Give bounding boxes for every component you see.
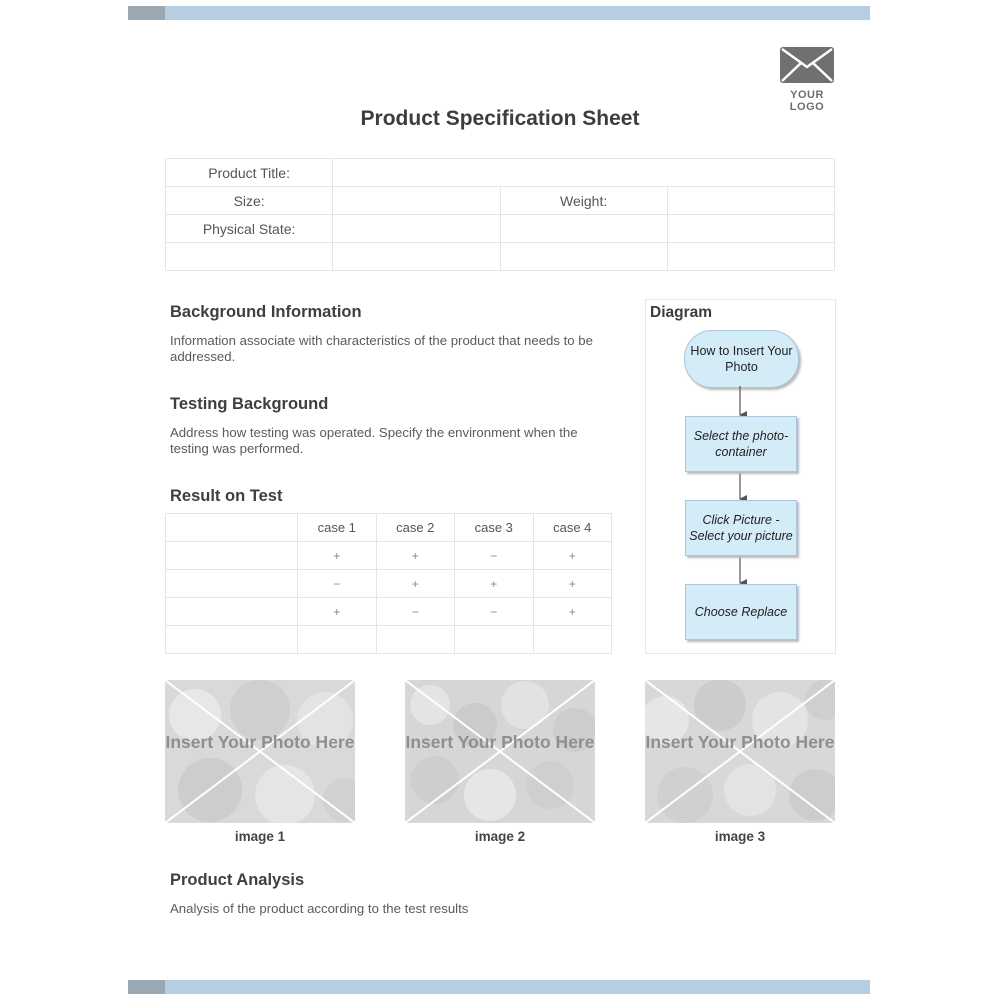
photo-placeholder-text: Insert Your Photo Here xyxy=(405,732,595,752)
page-title: Product Specification Sheet xyxy=(360,107,640,130)
photo-placeholder-1[interactable] xyxy=(165,680,355,823)
table-row xyxy=(166,598,612,626)
results-cell[interactable]: + xyxy=(533,570,612,598)
results-cell[interactable] xyxy=(166,598,298,626)
table-row xyxy=(166,626,612,654)
size-label: Size: xyxy=(166,187,333,215)
footer-bar xyxy=(128,980,870,994)
diagram-title: Diagram xyxy=(650,304,713,321)
size-value[interactable] xyxy=(333,187,500,215)
results-cell[interactable] xyxy=(298,626,377,654)
testing-text: Address how testing was operated. Specify the environment when the testing was performed. xyxy=(170,425,578,456)
photo-placeholder-2[interactable] xyxy=(405,680,595,823)
logo xyxy=(772,46,842,113)
spec-row xyxy=(166,243,835,271)
results-cell[interactable]: + xyxy=(455,570,534,598)
results-cell[interactable] xyxy=(455,626,534,654)
results-cell[interactable] xyxy=(166,570,298,598)
background-text: Information associate with characteristics of the product that needs to be addressed. xyxy=(170,333,593,364)
analysis-heading: Product Analysis xyxy=(170,871,305,889)
results-cell[interactable]: + xyxy=(298,598,377,626)
photo-placeholder-text: Insert Your Photo Here xyxy=(165,732,355,752)
results-cell[interactable] xyxy=(376,626,455,654)
spec-row xyxy=(166,159,835,187)
spec-table xyxy=(165,158,835,271)
photo-caption: image 2 xyxy=(474,829,526,844)
weight-value[interactable] xyxy=(667,187,834,215)
spec-cell[interactable] xyxy=(667,215,834,243)
results-cell[interactable] xyxy=(166,542,298,570)
results-cell[interactable]: + xyxy=(376,542,455,570)
results-cell[interactable]: + xyxy=(533,542,612,570)
testing-heading: Testing Background xyxy=(170,395,329,413)
footer-bar-cap xyxy=(128,980,165,994)
photo-caption: image 3 xyxy=(714,829,766,844)
analysis-text: Analysis of the product according to the test results xyxy=(170,901,469,916)
spec-cell[interactable] xyxy=(667,243,834,271)
photo-placeholder-3[interactable] xyxy=(645,680,835,823)
flow-step-select-container[interactable]: Select the photo-container xyxy=(685,416,797,472)
weight-label: Weight: xyxy=(500,187,667,215)
envelope-icon xyxy=(779,46,835,84)
results-table xyxy=(165,513,612,654)
spec-cell[interactable] xyxy=(500,243,667,271)
results-column-header: case 3 xyxy=(455,514,534,542)
product-title-value[interactable] xyxy=(333,159,835,187)
spec-row xyxy=(166,215,835,243)
table-row xyxy=(166,542,612,570)
results-cell[interactable] xyxy=(166,626,298,654)
header-bar xyxy=(128,6,870,20)
physical-state-value[interactable] xyxy=(333,215,500,243)
results-cell[interactable] xyxy=(533,626,612,654)
results-column-header: case 4 xyxy=(533,514,612,542)
physical-state-label: Physical State: xyxy=(166,215,333,243)
flow-step-choose-replace[interactable]: Choose Replace xyxy=(685,584,797,640)
flow-start-node[interactable]: How to Insert Your Photo xyxy=(684,330,799,388)
spec-row xyxy=(166,187,835,215)
spec-cell[interactable] xyxy=(500,215,667,243)
results-column-header: case 2 xyxy=(376,514,455,542)
results-header-row xyxy=(166,514,612,542)
results-column-header xyxy=(166,514,298,542)
results-cell[interactable]: − xyxy=(455,598,534,626)
results-cell[interactable]: + xyxy=(376,570,455,598)
photo-placeholder-text: Insert Your Photo Here xyxy=(645,732,835,752)
results-column-header: case 1 xyxy=(298,514,377,542)
logo-text: YOUR LOGO xyxy=(789,89,825,113)
results-cell[interactable]: + xyxy=(533,598,612,626)
photo-caption: image 1 xyxy=(234,829,286,844)
results-cell[interactable]: − xyxy=(455,542,534,570)
results-heading: Result on Test xyxy=(170,487,283,505)
header-bar-cap xyxy=(128,6,165,20)
spec-cell[interactable] xyxy=(166,243,333,271)
results-cell[interactable]: + xyxy=(298,542,377,570)
results-cell[interactable]: − xyxy=(298,570,377,598)
flow-step-click-picture[interactable]: Click Picture - Select your picture xyxy=(685,500,797,556)
product-title-label: Product Title: xyxy=(166,159,333,187)
background-heading: Background Information xyxy=(170,303,362,321)
results-cell[interactable]: − xyxy=(376,598,455,626)
spec-cell[interactable] xyxy=(333,243,500,271)
table-row xyxy=(166,570,612,598)
